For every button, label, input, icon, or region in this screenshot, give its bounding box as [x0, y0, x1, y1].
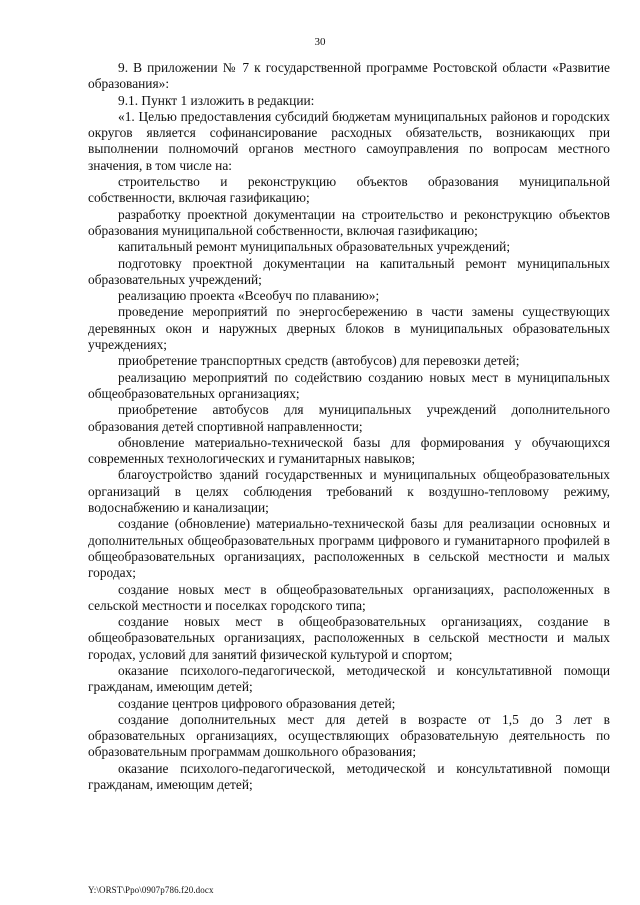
paragraph: строительство и реконструкцию объектов образования муниципальной собственности, включая газификацию;	[88, 174, 610, 206]
paragraph: реализацию мероприятий по содействию созданию новых мест в муниципальных общеобразовательных организациях;	[88, 369, 610, 401]
document-body	[88, 60, 610, 793]
paragraph: создание центров цифрового образования детей;	[118, 695, 396, 711]
paragraph: создание (обновление) материально-технической базы для реализации основных и дополнительных общеобразовательных программ цифрового и гуманитарного профилей в общеобразовательных организациях, расположенных в сельской местности и малых городах;	[88, 516, 610, 581]
paragraph: реализацию проекта «Всеобуч по плаванию»;	[118, 288, 380, 304]
paragraph: оказание психолого-педагогической, методической и консультативной помощи гражданам, имеющим детей;	[88, 662, 610, 695]
paragraph: 9.1. Пункт 1 изложить в редакции:	[118, 92, 315, 108]
paragraph: создание дополнительных мест для детей в возрасте от 1,5 до 3 лет в образовательных организациях, осуществляющих образовательную деятельность по образовательным программам дошкольного образования;	[88, 711, 610, 760]
paragraph: капитальный ремонт муниципальных образовательных учреждений;	[118, 239, 511, 255]
paragraph: приобретение автобусов для муниципальных учреждений дополнительного образования детей спортивной направленности;	[88, 402, 610, 434]
paragraph: создание новых мест в общеобразовательных организациях, расположенных в сельской местности и поселках городского типа;	[88, 581, 610, 613]
page-number: 30	[314, 36, 326, 48]
paragraph: подготовку проектной документации на капитальный ремонт муниципальных образовательных учреждений;	[88, 255, 610, 287]
paragraph: обновление материально-технической базы для формирования у обучающихся современных технологических и гуманитарных навыков;	[88, 434, 610, 467]
paragraph: создание новых мест в общеобразовательных организациях, создание в общеобразовательных организациях, расположенных в сельской местности и малых городах, условий для занятий физической культурой и спортом;	[88, 614, 610, 662]
paragraph: оказание психолого-педагогической, методической и консультативной помощи гражданам, имеющим детей;	[88, 760, 610, 793]
paragraph: «1. Целью предоставления субсидий бюджетам муниципальных районов и городских округов является софинансирование расходных обязательств, возникающих при выполнении полномочий органов местного самоуправления по вопросам местного значения, в том числе на:	[88, 108, 610, 173]
paragraph: проведение мероприятий по энергосбережению в части замены существующих деревянных окон и наружных дверных блоков в муниципальных образовательных учреждениях;	[88, 304, 610, 353]
paragraph: благоустройство зданий государственных и муниципальных общеобразовательных организаций в целях соблюдения требований к воздушно-тепловому режиму, водоснабжению и канализации;	[88, 467, 610, 516]
paragraph: 9. В приложении № 7 к государственной программе Ростовской области «Развитие образования»:	[88, 60, 610, 92]
paragraph: разработку проектной документации на строительство и реконструкцию объектов образования муниципальной собственности, включая газификацию;	[88, 206, 610, 238]
paragraph: приобретение транспортных средств (автобусов) для перевозки детей;	[118, 353, 520, 369]
file-path-footer: Y:\ORST\Ppo\0907p786.f20.docx	[88, 885, 214, 895]
